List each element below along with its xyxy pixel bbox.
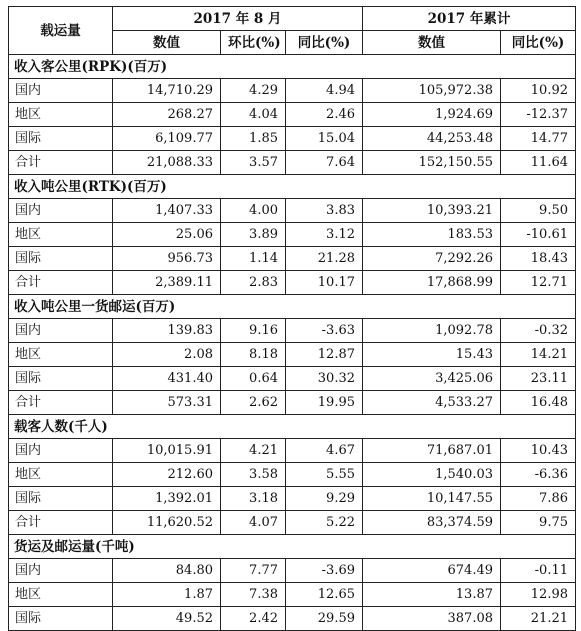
cell-yoy: 9.29	[286, 487, 363, 511]
cell-ytd-yoy: 16.48	[501, 391, 576, 415]
cell-ytd-yoy: 12.71	[501, 271, 576, 295]
cell-mom: 7.38	[221, 583, 286, 607]
cell-ytd-yoy: 21.21	[501, 607, 576, 631]
cell-ytd-yoy: 9.50	[501, 199, 576, 223]
cell-ytd-value: 1,092.78	[363, 319, 501, 343]
table-row	[9, 391, 576, 415]
cell-ytd-value: 152,150.55	[363, 151, 501, 175]
table-row	[9, 319, 576, 343]
col-yoy-header: 同比(%)	[286, 31, 363, 55]
row-label: 国内	[9, 199, 113, 223]
cell-ytd-value: 71,687.01	[363, 439, 501, 463]
cell-ytd-value: 44,253.48	[363, 127, 501, 151]
cell-ytd-yoy: 9.75	[501, 511, 576, 535]
cell-value: 268.27	[113, 103, 221, 127]
cell-yoy: -3.63	[286, 319, 363, 343]
corner-header: 载运量	[9, 7, 113, 55]
col-ytd-value-header: 数值	[363, 31, 501, 55]
cell-mom: 4.00	[221, 199, 286, 223]
cell-mom: 4.07	[221, 511, 286, 535]
table-row	[9, 511, 576, 535]
cell-ytd-value: 10,393.21	[363, 199, 501, 223]
cell-value: 6,109.77	[113, 127, 221, 151]
cell-value: 431.40	[113, 367, 221, 391]
cell-yoy: 3.83	[286, 199, 363, 223]
row-label: 地区	[9, 583, 113, 607]
cell-ytd-yoy: 23.11	[501, 367, 576, 391]
table-row	[9, 559, 576, 583]
cell-value: 2.08	[113, 343, 221, 367]
cell-ytd-value: 183.53	[363, 223, 501, 247]
table-row	[9, 79, 576, 103]
cell-ytd-yoy: -10.61	[501, 223, 576, 247]
table-row	[9, 463, 576, 487]
cell-mom: 9.16	[221, 319, 286, 343]
cell-yoy: 12.87	[286, 343, 363, 367]
row-label: 地区	[9, 103, 113, 127]
cell-yoy: 2.46	[286, 103, 363, 127]
cell-mom: 3.57	[221, 151, 286, 175]
cell-mom: 2.83	[221, 271, 286, 295]
col-mom-header: 环比(%)	[221, 31, 286, 55]
section-title: 收入吨公里(RTK)(百万)	[9, 175, 576, 199]
table-row	[9, 199, 576, 223]
cell-ytd-value: 7,292.26	[363, 247, 501, 271]
row-label: 国际	[9, 607, 113, 631]
row-label: 地区	[9, 463, 113, 487]
cell-ytd-yoy: 10.92	[501, 79, 576, 103]
cell-ytd-yoy: 18.43	[501, 247, 576, 271]
row-label: 国内	[9, 559, 113, 583]
section-header-row	[9, 55, 576, 79]
cell-yoy: -3.69	[286, 559, 363, 583]
row-label: 国际	[9, 127, 113, 151]
row-label: 合计	[9, 151, 113, 175]
cell-mom: 2.62	[221, 391, 286, 415]
cell-value: 49.52	[113, 607, 221, 631]
table-row	[9, 583, 576, 607]
cell-ytd-yoy: 14.77	[501, 127, 576, 151]
row-label: 地区	[9, 343, 113, 367]
cell-mom: 4.21	[221, 439, 286, 463]
cell-value: 1,407.33	[113, 199, 221, 223]
table-body	[9, 55, 576, 631]
table-row	[9, 487, 576, 511]
cell-yoy: 5.55	[286, 463, 363, 487]
cell-ytd-value: 3,425.06	[363, 367, 501, 391]
cell-mom: 1.14	[221, 247, 286, 271]
row-label: 国内	[9, 439, 113, 463]
table-row	[9, 127, 576, 151]
cell-value: 21,088.33	[113, 151, 221, 175]
cell-yoy: 3.12	[286, 223, 363, 247]
cell-ytd-value: 17,868.99	[363, 271, 501, 295]
row-label: 国内	[9, 319, 113, 343]
cell-ytd-yoy: -0.11	[501, 559, 576, 583]
period-month-header: 2017 年 8 月	[113, 7, 363, 31]
cell-value: 212.60	[113, 463, 221, 487]
cell-value: 14,710.29	[113, 79, 221, 103]
traffic-volume-table	[8, 6, 576, 631]
cell-value: 11,620.52	[113, 511, 221, 535]
table-row	[9, 223, 576, 247]
cell-ytd-yoy: -0.32	[501, 319, 576, 343]
cell-ytd-yoy: 7.86	[501, 487, 576, 511]
row-label: 国际	[9, 247, 113, 271]
table-row	[9, 271, 576, 295]
cell-yoy: 30.32	[286, 367, 363, 391]
row-label: 合计	[9, 511, 113, 535]
cell-ytd-yoy: -6.36	[501, 463, 576, 487]
section-header-row	[9, 535, 576, 559]
section-title: 载客人数(千人)	[9, 415, 576, 439]
cell-ytd-value: 1,540.03	[363, 463, 501, 487]
cell-ytd-yoy: 14.21	[501, 343, 576, 367]
cell-ytd-value: 15.43	[363, 343, 501, 367]
cell-yoy: 21.28	[286, 247, 363, 271]
cell-mom: 1.85	[221, 127, 286, 151]
cell-ytd-value: 1,924.69	[363, 103, 501, 127]
section-header-row	[9, 415, 576, 439]
cell-yoy: 29.59	[286, 607, 363, 631]
cell-value: 10,015.91	[113, 439, 221, 463]
cell-yoy: 4.67	[286, 439, 363, 463]
cell-value: 2,389.11	[113, 271, 221, 295]
table-row	[9, 247, 576, 271]
section-title: 收入客公里(RPK)(百万)	[9, 55, 576, 79]
cell-value: 573.31	[113, 391, 221, 415]
cell-yoy: 7.64	[286, 151, 363, 175]
table-row	[9, 607, 576, 631]
col-value-header: 数值	[113, 31, 221, 55]
cell-ytd-value: 10,147.55	[363, 487, 501, 511]
cell-value: 956.73	[113, 247, 221, 271]
cell-ytd-yoy: 10.43	[501, 439, 576, 463]
cell-ytd-yoy: 12.98	[501, 583, 576, 607]
cell-ytd-yoy: 11.64	[501, 151, 576, 175]
cell-ytd-value: 4,533.27	[363, 391, 501, 415]
cell-value: 84.80	[113, 559, 221, 583]
period-ytd-header: 2017 年累计	[363, 7, 576, 31]
cell-yoy: 12.65	[286, 583, 363, 607]
row-label: 国内	[9, 79, 113, 103]
cell-ytd-value: 105,972.38	[363, 79, 501, 103]
section-title: 收入吨公里一货邮运(百万)	[9, 295, 576, 319]
table-row	[9, 103, 576, 127]
row-label: 国际	[9, 367, 113, 391]
cell-mom: 4.29	[221, 79, 286, 103]
section-header-row	[9, 175, 576, 199]
table-row	[9, 439, 576, 463]
cell-ytd-value: 13.87	[363, 583, 501, 607]
cell-mom: 2.42	[221, 607, 286, 631]
cell-mom: 8.18	[221, 343, 286, 367]
cell-value: 25.06	[113, 223, 221, 247]
table-row	[9, 367, 576, 391]
row-label: 国际	[9, 487, 113, 511]
row-label: 合计	[9, 271, 113, 295]
cell-yoy: 19.95	[286, 391, 363, 415]
cell-mom: 7.77	[221, 559, 286, 583]
cell-yoy: 4.94	[286, 79, 363, 103]
table-row	[9, 343, 576, 367]
cell-yoy: 5.22	[286, 511, 363, 535]
row-label: 合计	[9, 391, 113, 415]
cell-value: 1.87	[113, 583, 221, 607]
cell-mom: 3.18	[221, 487, 286, 511]
cell-value: 139.83	[113, 319, 221, 343]
cell-value: 1,392.01	[113, 487, 221, 511]
cell-ytd-value: 387.08	[363, 607, 501, 631]
cell-ytd-value: 83,374.59	[363, 511, 501, 535]
section-header-row	[9, 295, 576, 319]
table-header	[9, 7, 576, 55]
section-title: 货运及邮运量(千吨)	[9, 535, 576, 559]
col-ytd-yoy-header: 同比(%)	[501, 31, 576, 55]
table-row	[9, 151, 576, 175]
cell-mom: 3.89	[221, 223, 286, 247]
cell-ytd-yoy: -12.37	[501, 103, 576, 127]
row-label: 地区	[9, 223, 113, 247]
cell-mom: 0.64	[221, 367, 286, 391]
cell-mom: 3.58	[221, 463, 286, 487]
cell-yoy: 10.17	[286, 271, 363, 295]
cell-mom: 4.04	[221, 103, 286, 127]
cell-ytd-value: 674.49	[363, 559, 501, 583]
cell-yoy: 15.04	[286, 127, 363, 151]
